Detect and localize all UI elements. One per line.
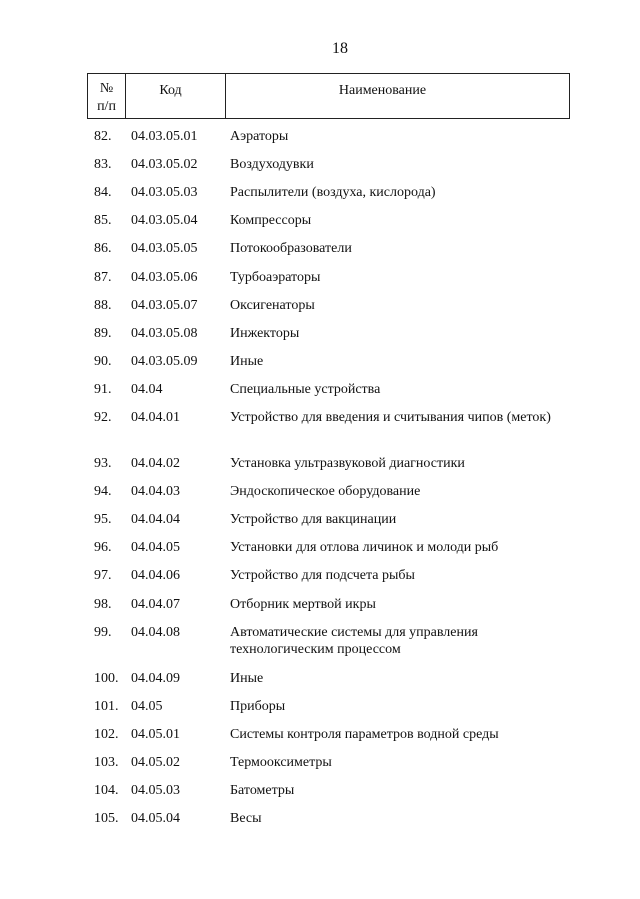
row-name: Распылители (воздуха, кислорода): [230, 185, 436, 200]
row-number: 84.: [94, 185, 112, 200]
row-name: Термооксиметры: [230, 755, 332, 770]
row-name: Установки для отлова личинок и молоди рыб: [230, 540, 499, 555]
row-code: 04.03.05.01: [131, 129, 198, 144]
row-number: 93.: [94, 456, 112, 471]
row-name: Оксигенаторы: [230, 298, 315, 313]
row-number: 96.: [94, 540, 112, 555]
table-header: [87, 73, 570, 119]
row-number: 82.: [94, 129, 112, 144]
row-code: 04.03.05.04: [131, 213, 198, 228]
row-number: 85.: [94, 213, 112, 228]
row-name: Устройство для подсчета рыбы: [230, 568, 415, 583]
row-name: Устройство для вакцинации: [230, 512, 397, 527]
row-number: 97.: [94, 568, 112, 583]
header-code-cell: Код: [126, 74, 226, 118]
row-name: Отборник мертвой икры: [230, 597, 376, 612]
row-code: 04.05.04: [131, 811, 180, 826]
row-name: Воздуходувки: [230, 157, 314, 172]
row-number: 103.: [94, 755, 119, 770]
row-name: Иные: [230, 354, 264, 369]
row-code: 04.05.01: [131, 727, 180, 742]
row-code: 04.04.01: [131, 410, 180, 425]
row-number: 89.: [94, 326, 112, 341]
row-name: Приборы: [230, 699, 286, 714]
row-number: 102.: [94, 727, 119, 742]
row-code: 04.03.05.09: [131, 354, 198, 369]
row-code: 04.04.05: [131, 540, 180, 555]
row-number: 98.: [94, 597, 112, 612]
row-code: 04.05.03: [131, 783, 180, 798]
row-code: 04.04.06: [131, 568, 180, 583]
row-name: Установка ультразвуковой диагностики: [230, 456, 465, 471]
row-number: 104.: [94, 783, 119, 798]
row-name: Батометры: [230, 783, 295, 798]
row-code: 04.04.09: [131, 671, 180, 686]
row-code: 04.05.02: [131, 755, 180, 770]
row-number: 100.: [94, 671, 119, 686]
row-name: Устройство для введения и считывания чипов (меток): [230, 410, 551, 425]
row-name: Системы контроля параметров водной среды: [230, 727, 499, 742]
row-number: 95.: [94, 512, 112, 527]
header-name-cell: Наименование: [338, 83, 427, 98]
row-code: 04.04.08: [131, 625, 180, 640]
row-number: 86.: [94, 241, 112, 256]
page-number: 18: [332, 40, 348, 57]
row-name: Эндоскопическое оборудование: [230, 484, 421, 499]
row-code: 04.03.05.05: [131, 241, 198, 256]
row-code: 04.04.03: [131, 484, 180, 499]
row-name: Турбоаэраторы: [230, 270, 321, 285]
row-number: 88.: [94, 298, 112, 313]
row-number: 90.: [94, 354, 112, 369]
row-number: 91.: [94, 382, 112, 397]
row-name: Иные: [230, 671, 264, 686]
row-code: 04.04.07: [131, 597, 180, 612]
row-code: 04.04.02: [131, 456, 180, 471]
row-code: 04.03.05.08: [131, 326, 198, 341]
row-name: Потокообразователи: [230, 241, 352, 256]
header-number-abbrev: п/п: [97, 99, 116, 114]
row-name: Инжекторы: [230, 326, 300, 341]
row-number: 87.: [94, 270, 112, 285]
row-number: 94.: [94, 484, 112, 499]
row-number: 99.: [94, 625, 112, 640]
row-name: Компрессоры: [230, 213, 312, 228]
row-code: 04.04.04: [131, 512, 180, 527]
row-number: 83.: [94, 157, 112, 172]
header-number-cell: [88, 74, 126, 118]
row-code: 04.03.05.02: [131, 157, 198, 172]
row-code: 04.03.05.06: [131, 270, 198, 285]
row-code: 04.05: [131, 699, 163, 714]
row-number: 105.: [94, 811, 119, 826]
row-number: 92.: [94, 410, 112, 425]
row-name: Специальные устройства: [230, 382, 381, 397]
row-number: 101.: [94, 699, 119, 714]
header-number-symbol: №: [99, 81, 114, 96]
row-code: 04.03.05.03: [131, 185, 198, 200]
row-code: 04.04: [131, 382, 163, 397]
row-code: 04.03.05.07: [131, 298, 198, 313]
row-name: Автоматические системы для управления технологическим процессом: [230, 625, 478, 657]
row-name: Весы: [230, 811, 262, 826]
row-name: Аэраторы: [230, 129, 289, 144]
